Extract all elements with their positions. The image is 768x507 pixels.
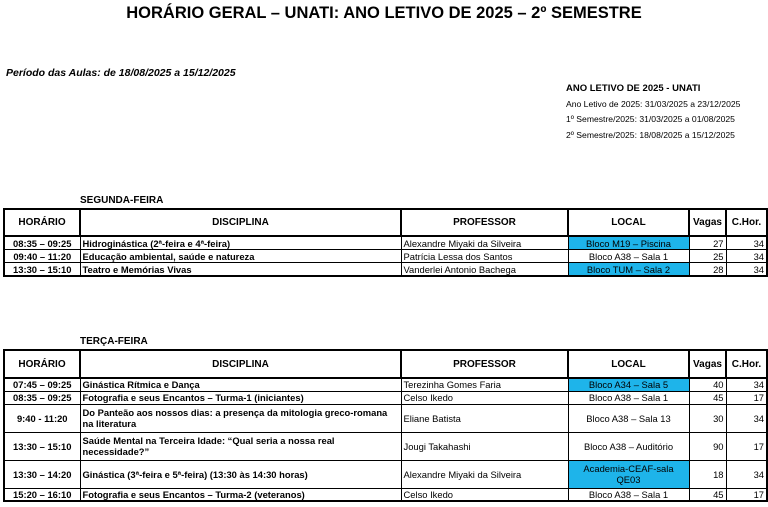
cell-professor: Alexandre Miyaki da Silveira bbox=[401, 460, 568, 488]
cell-local: Bloco A38 – Sala 1 bbox=[568, 391, 689, 404]
cell-vagas: 18 bbox=[689, 460, 726, 488]
col-header-horario: HORÁRIO bbox=[4, 350, 80, 378]
col-header-local: LOCAL bbox=[568, 350, 689, 378]
table-row bbox=[4, 460, 767, 488]
col-header-local: LOCAL bbox=[568, 209, 689, 236]
cell-local: Bloco A34 – Sala 5 bbox=[568, 378, 689, 391]
col-header-chor: C.Hor. bbox=[726, 209, 767, 236]
cell-vagas: 45 bbox=[689, 488, 726, 501]
cell-chor: 17 bbox=[726, 432, 767, 460]
cell-vagas: 25 bbox=[689, 250, 726, 263]
cell-disciplina: Fotografia e seus Encantos – Turma-2 (veteranos) bbox=[80, 488, 401, 501]
cell-local: Bloco M19 – Piscina bbox=[568, 236, 689, 250]
cell-horario: 13:30 – 14:20 bbox=[4, 460, 80, 488]
cell-disciplina: Do Panteão aos nossos dias: a presença da mitologia greco-romana na literatura bbox=[80, 404, 401, 432]
table-row bbox=[4, 404, 767, 432]
ano-letivo-box bbox=[566, 81, 740, 143]
cell-professor: Alexandre Miyaki da Silveira bbox=[401, 236, 568, 250]
cell-horario: 07:45 – 09:25 bbox=[4, 378, 80, 391]
cell-horario: 9:40 - 11:20 bbox=[4, 404, 80, 432]
cell-horario: 13:30 – 15:10 bbox=[4, 263, 80, 277]
cell-chor: 17 bbox=[726, 488, 767, 501]
col-header-chor: C.Hor. bbox=[726, 350, 767, 378]
col-header-professor: PROFESSOR bbox=[401, 209, 568, 236]
periodo-aulas: Período das Aulas: de 18/08/2025 a 15/12/2025 bbox=[6, 67, 236, 79]
table-row bbox=[4, 236, 767, 250]
cell-chor: 34 bbox=[726, 460, 767, 488]
cell-chor: 34 bbox=[726, 236, 767, 250]
cell-local: Bloco A38 – Sala 1 bbox=[568, 250, 689, 263]
col-header-disciplina: DISCIPLINA bbox=[80, 209, 401, 236]
cell-professor: Patrícia Lessa dos Santos bbox=[401, 250, 568, 263]
schedule-table-segunda bbox=[3, 208, 768, 277]
cell-chor: 34 bbox=[726, 378, 767, 391]
cell-vagas: 30 bbox=[689, 404, 726, 432]
col-header-horario: HORÁRIO bbox=[4, 209, 80, 236]
cell-disciplina: Ginástica (3ª-feira e 5ª-feira) (13:30 às 14:30 horas) bbox=[80, 460, 401, 488]
cell-professor: Celso Ikedo bbox=[401, 488, 568, 501]
cell-chor: 34 bbox=[726, 404, 767, 432]
cell-chor: 34 bbox=[726, 250, 767, 263]
day-label-segunda: SEGUNDA-FEIRA bbox=[80, 195, 164, 206]
cell-horario: 09:40 – 11:20 bbox=[4, 250, 80, 263]
table-row bbox=[4, 250, 767, 263]
schedule-table-terca bbox=[3, 349, 768, 502]
ano-letivo-heading: ANO LETIVO DE 2025 - UNATI bbox=[566, 83, 701, 94]
col-header-professor: PROFESSOR bbox=[401, 350, 568, 378]
table-row bbox=[4, 488, 767, 501]
cell-professor: Terezinha Gomes Faria bbox=[401, 378, 568, 391]
cell-professor: Vanderlei Antonio Bachega bbox=[401, 263, 568, 277]
table-header-row bbox=[4, 209, 767, 236]
cell-disciplina: Hidroginástica (2ª-feira e 4ª-feira) bbox=[80, 236, 401, 250]
cell-vagas: 28 bbox=[689, 263, 726, 277]
cell-local: Bloco A38 – Auditório bbox=[568, 432, 689, 460]
cell-horario: 13:30 – 15:10 bbox=[4, 432, 80, 460]
cell-professor: Eliane Batista bbox=[401, 404, 568, 432]
cell-vagas: 45 bbox=[689, 391, 726, 404]
cell-horario: 15:20 – 16:10 bbox=[4, 488, 80, 501]
ano-letivo-line: 1º Semestre/2025: 31/03/2025 a 01/08/2025 bbox=[566, 114, 735, 124]
table-row bbox=[4, 378, 767, 391]
page-title: HORÁRIO GERAL – UNATI: ANO LETIVO DE 2025 – 2º SEMESTRE bbox=[126, 4, 642, 22]
cell-horario: 08:35 – 09:25 bbox=[4, 391, 80, 404]
ano-letivo-line: 2º Semestre/2025: 18/08/2025 a 15/12/2025 bbox=[566, 129, 735, 140]
cell-disciplina: Fotografia e seus Encantos – Turma-1 (iniciantes) bbox=[80, 391, 401, 404]
cell-local: Bloco A38 – Sala 1 bbox=[568, 488, 689, 501]
table-row bbox=[4, 432, 767, 460]
cell-local: Bloco TUM – Sala 2 bbox=[568, 263, 689, 277]
day-label-terca: TERÇA-FEIRA bbox=[80, 336, 148, 347]
col-header-vagas: Vagas bbox=[689, 209, 726, 236]
cell-disciplina: Saúde Mental na Terceira Idade: “Qual seria a nossa real necessidade?” bbox=[80, 432, 401, 460]
cell-professor: Jougi Takahashi bbox=[401, 432, 568, 460]
cell-disciplina: Educação ambiental, saúde e natureza bbox=[80, 250, 401, 263]
cell-chor: 17 bbox=[726, 391, 767, 404]
col-header-vagas: Vagas bbox=[689, 350, 726, 378]
cell-disciplina: Ginástica Rítmica e Dança bbox=[80, 378, 401, 391]
cell-horario: 08:35 – 09:25 bbox=[4, 236, 80, 250]
cell-local: Bloco A38 – Sala 13 bbox=[568, 404, 689, 432]
cell-vagas: 90 bbox=[689, 432, 726, 460]
ano-letivo-line: Ano Letivo de 2025: 31/03/2025 a 23/12/2025 bbox=[566, 98, 741, 109]
table-row bbox=[4, 263, 767, 277]
col-header-disciplina: DISCIPLINA bbox=[80, 350, 401, 378]
cell-professor: Celso Ikedo bbox=[401, 391, 568, 404]
cell-local: Academia-CEAF-sala QE03 bbox=[568, 460, 689, 488]
table-header-row bbox=[4, 350, 767, 378]
cell-chor: 34 bbox=[726, 263, 767, 277]
cell-vagas: 40 bbox=[689, 378, 726, 391]
table-row bbox=[4, 391, 767, 404]
cell-vagas: 27 bbox=[689, 236, 726, 250]
cell-disciplina: Teatro e Memórias Vivas bbox=[80, 263, 401, 277]
